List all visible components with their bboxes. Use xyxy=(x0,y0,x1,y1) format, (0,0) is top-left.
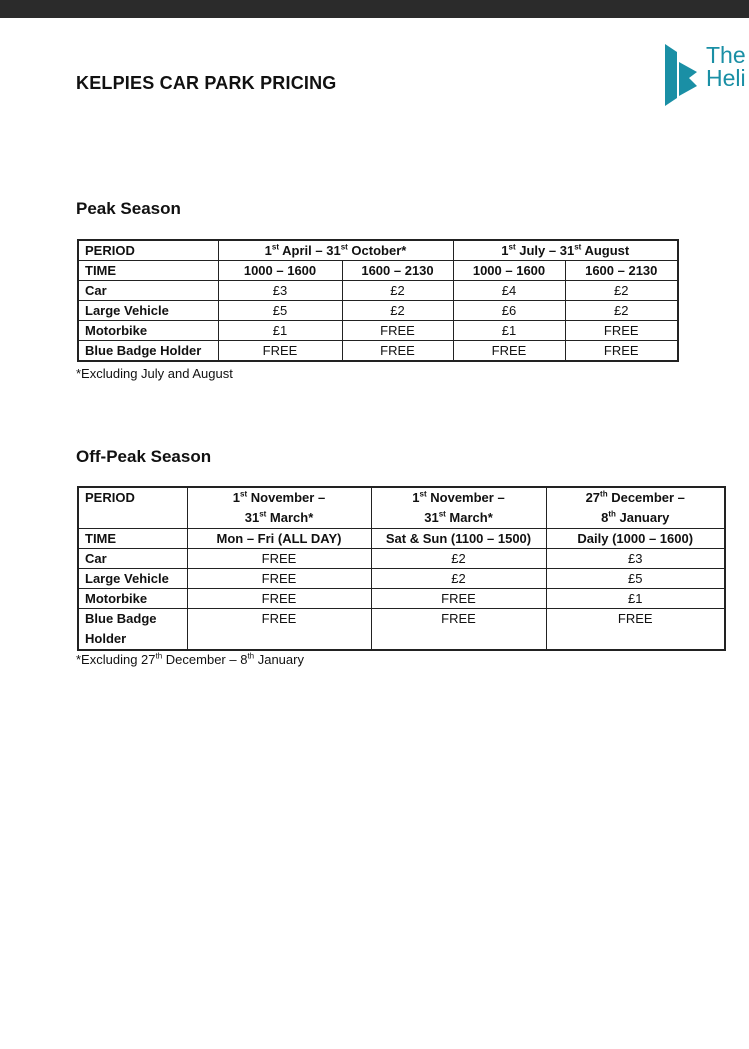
table-row xyxy=(78,569,725,589)
row-label: Car xyxy=(78,549,187,569)
price-cell: FREE xyxy=(218,341,342,362)
table-row xyxy=(78,261,678,281)
peak-season-heading: Peak Season xyxy=(76,199,181,218)
offpeak-period-1: 1st November – 31st March* xyxy=(187,487,371,529)
price-cell: £6 xyxy=(453,301,565,321)
price-cell: £4 xyxy=(453,281,565,301)
price-cell: FREE xyxy=(371,609,546,651)
page-title: KELPIES CAR PARK PRICING xyxy=(76,73,337,93)
row-label: Blue Badge Holder xyxy=(78,609,187,651)
offpeak-season-heading: Off-Peak Season xyxy=(76,447,212,466)
offpeak-period-3: 27th December – 8th January xyxy=(546,487,725,529)
logo-text xyxy=(706,44,746,90)
table-row xyxy=(78,341,678,362)
price-cell: FREE xyxy=(342,341,453,362)
price-cell: £2 xyxy=(371,569,546,589)
price-cell: £2 xyxy=(342,301,453,321)
price-cell: £2 xyxy=(342,281,453,301)
time-cell: 1600 – 2130 xyxy=(565,261,678,281)
row-label: Motorbike xyxy=(78,589,187,609)
price-cell: £2 xyxy=(565,301,678,321)
row-label: Large Vehicle xyxy=(78,569,187,589)
time-cell: 1600 – 2130 xyxy=(342,261,453,281)
top-bar xyxy=(0,0,749,18)
row-label: Blue Badge Holder xyxy=(78,341,218,362)
price-cell: FREE xyxy=(371,589,546,609)
price-cell: FREE xyxy=(342,321,453,341)
price-cell: FREE xyxy=(546,609,725,651)
price-cell: FREE xyxy=(565,341,678,362)
table-row xyxy=(78,240,678,261)
price-cell: £1 xyxy=(453,321,565,341)
time-label: TIME xyxy=(78,529,187,549)
logo-text-line2: Heli xyxy=(706,65,746,91)
period-label: PERIOD xyxy=(78,487,187,529)
price-cell: £2 xyxy=(565,281,678,301)
price-cell: £1 xyxy=(546,589,725,609)
time-cell: Daily (1000 – 1600) xyxy=(546,529,725,549)
price-cell: FREE xyxy=(453,341,565,362)
table-row xyxy=(78,487,725,529)
price-cell: £1 xyxy=(218,321,342,341)
price-cell: £3 xyxy=(546,549,725,569)
price-cell: FREE xyxy=(187,589,371,609)
table-row xyxy=(78,529,725,549)
time-cell: 1000 – 1600 xyxy=(453,261,565,281)
logo-text-line1: The xyxy=(706,42,746,68)
offpeak-period-2: 1st November – 31st March* xyxy=(371,487,546,529)
table-row xyxy=(78,301,678,321)
price-cell: £5 xyxy=(546,569,725,589)
time-cell: Mon – Fri (ALL DAY) xyxy=(187,529,371,549)
row-label: Motorbike xyxy=(78,321,218,341)
table-row xyxy=(78,609,725,651)
table-row xyxy=(78,281,678,301)
table-row xyxy=(78,549,725,569)
time-cell: Sat & Sun (1100 – 1500) xyxy=(371,529,546,549)
peak-period-2: 1st July – 31st August xyxy=(453,240,678,261)
period-label: PERIOD xyxy=(78,240,218,261)
table-row xyxy=(78,321,678,341)
price-cell: FREE xyxy=(565,321,678,341)
price-cell: FREE xyxy=(187,549,371,569)
helix-logo-icon xyxy=(663,40,703,108)
price-cell: FREE xyxy=(187,609,371,651)
table-row xyxy=(78,589,725,609)
time-label: TIME xyxy=(78,261,218,281)
helix-logo xyxy=(663,40,749,108)
peak-footnote: *Excluding July and August xyxy=(76,366,233,381)
time-cell: 1000 – 1600 xyxy=(218,261,342,281)
peak-pricing-table xyxy=(77,239,679,362)
peak-period-1: 1st April – 31st October* xyxy=(218,240,453,261)
row-label: Large Vehicle xyxy=(78,301,218,321)
price-cell: £5 xyxy=(218,301,342,321)
offpeak-pricing-table xyxy=(77,486,726,651)
price-cell: FREE xyxy=(187,569,371,589)
offpeak-footnote: *Excluding 27th December – 8th January xyxy=(76,651,304,667)
row-label: Car xyxy=(78,281,218,301)
price-cell: £2 xyxy=(371,549,546,569)
price-cell: £3 xyxy=(218,281,342,301)
